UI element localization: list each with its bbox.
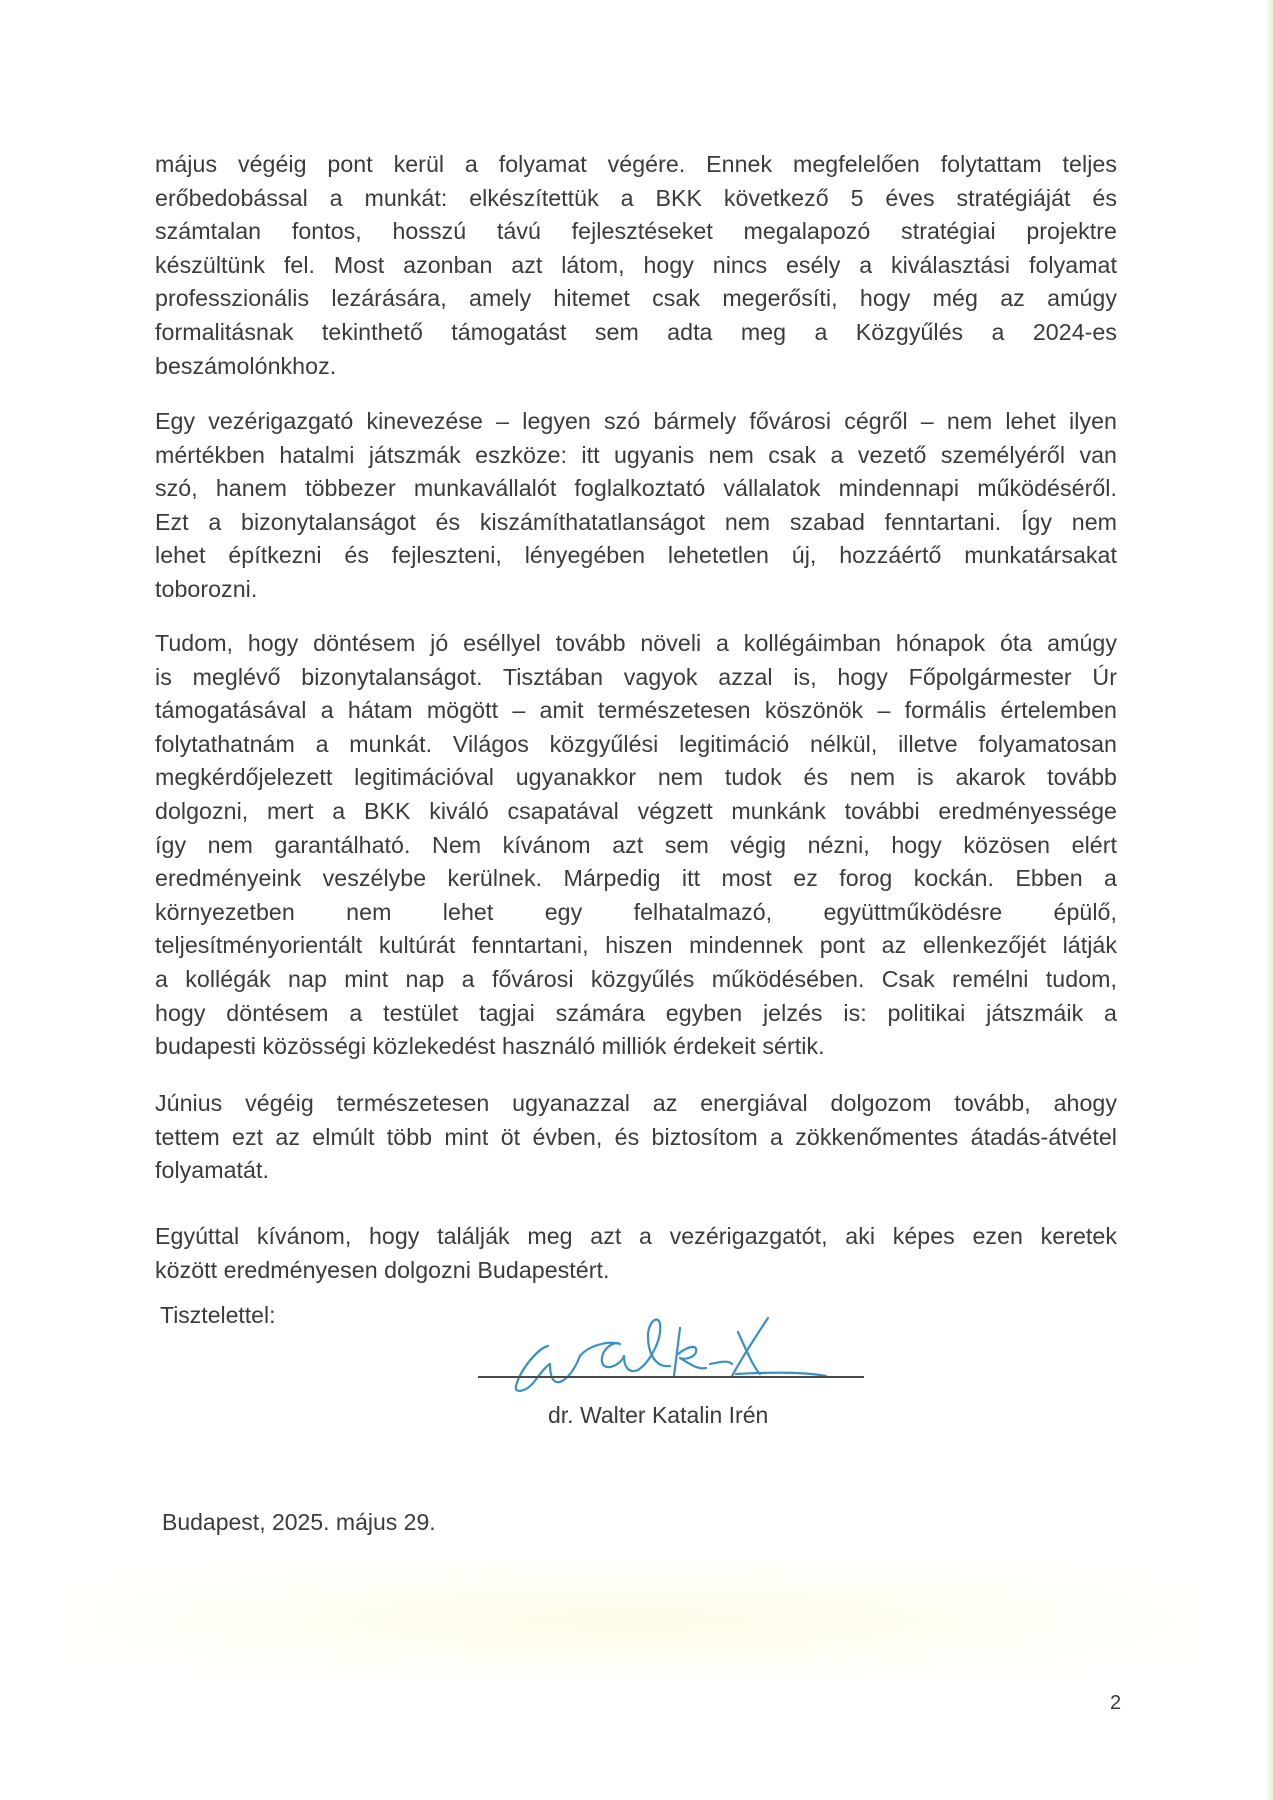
text-line: folyamatát. <box>155 1157 269 1184</box>
text-line: Egy vezérigazgató kinevezése – legyen szó bármely fővárosi cégről – nem lehet ilyen <box>155 408 1117 434</box>
text-line: folytathatnám a munkát. Világos közgyűlési legitimáció nélkül, illetve folyamatosan <box>155 730 1117 757</box>
date-location-line: Budapest, 2025. május 29. <box>162 1509 436 1535</box>
paragraph-4 <box>155 1087 1117 1188</box>
text-line: Tudom, hogy döntésem jó eséllyel tovább növeli a kollégáimban hónapok óta amúgy <box>155 630 1117 656</box>
text-line: Ezt a bizonytalanságot és kiszámíthatatlanságot nem szabad fenntartani. Így nem <box>155 508 1117 535</box>
text-line: professzionális lezárására, amely hitemet csak megerősíti, hogy még az amúgy <box>155 285 1117 312</box>
text-line: hogy döntésem a testület tagjai számára egyben jelzés is: politikai játszmáik a <box>155 999 1117 1026</box>
paragraph-2 <box>155 405 1117 607</box>
closing-salutation: Tisztelettel: <box>160 1302 276 1328</box>
signer-name: dr. Walter Katalin Irén <box>548 1402 769 1428</box>
text-line: így nem garantálható. Nem kívánom azt sem végig nézni, hogy közösen elért <box>155 831 1117 858</box>
signature-icon <box>510 1310 850 1400</box>
text-line: támogatásával a hátam mögött – amit természetesen köszönök – formális értelemben <box>155 697 1117 724</box>
text-line: tettem ezt az elmúlt több mint öt évben, és biztosítom a zökkenőmentes átadás-átvétel <box>155 1123 1117 1150</box>
text-line: dolgozni, mert a BKK kiváló csapatával végzett munkánk további eredményessége <box>155 797 1117 824</box>
text-line: teljesítményorientált kultúrát fenntartani, hiszen mindennek pont az ellenkezőjét látják <box>155 932 1117 959</box>
paragraph-3 <box>155 627 1117 1064</box>
text-line: számtalan fontos, hosszú távú fejlesztéseket megalapozó stratégiai projektre <box>155 218 1117 245</box>
text-line: budapesti közösségi közlekedést használó milliók érdekeit sértik. <box>155 1033 825 1060</box>
paragraph-5 <box>155 1220 1117 1287</box>
text-line: beszámolónkhoz. <box>155 352 337 379</box>
text-line: megkérdőjelezett legitimációval ugyanakkor nem tudok és nem is akarok tovább <box>155 764 1117 791</box>
text-line: Június végéig természetesen ugyanazzal az energiával dolgozom tovább, ahogy <box>155 1090 1117 1116</box>
text-line: Egyúttal kívánom, hogy találják meg azt a vezérigazgatót, aki képes ezen keretek <box>155 1223 1117 1249</box>
text-line: erőbedobással a munkát: elkészítettük a BKK következő 5 éves stratégiáját és <box>155 184 1117 211</box>
text-line: a kollégák nap mint nap a fővárosi közgyűlés működésében. Csak remélni tudom, <box>155 965 1117 992</box>
page-number: 2 <box>1110 1692 1122 1714</box>
text-line: környezetben nem lehet egy felhatalmazó, együttműködésre épülő, <box>155 898 1117 925</box>
paragraph-1 <box>155 148 1117 383</box>
text-line: május végéig pont kerül a folyamat végére. Ennek megfelelően folytattam teljes <box>155 151 1117 177</box>
text-line: mértékben hatalmi játszmák eszköze: itt ugyanis nem csak a vezető személyéről van <box>155 441 1117 468</box>
text-line: is meglévő bizonytalanságot. Tisztában vagyok azzal is, hogy Főpolgármester Úr <box>155 663 1117 690</box>
text-line: között eredményesen dolgozni Budapestért. <box>155 1256 610 1283</box>
text-line: lehet építkezni és fejleszteni, lényegében lehetetlen új, hozzáértő munkatársakat <box>155 542 1117 569</box>
text-line: eredményeink veszélybe kerülnek. Márpedig itt most ez forog kockán. Ebben a <box>155 865 1117 892</box>
text-line: toborozni. <box>155 575 258 602</box>
text-line: készültünk fel. Most azonban azt látom, hogy nincs esély a kiválasztási folyamat <box>155 251 1117 278</box>
text-line: formalitásnak tekinthető támogatást sem adta meg a Közgyűlés a 2024-es <box>155 318 1117 345</box>
signature-line <box>478 1376 864 1378</box>
text-line: szó, hanem többezer munkavállalót foglalkoztató vállalatok mindennapi működéséről. <box>155 475 1117 502</box>
